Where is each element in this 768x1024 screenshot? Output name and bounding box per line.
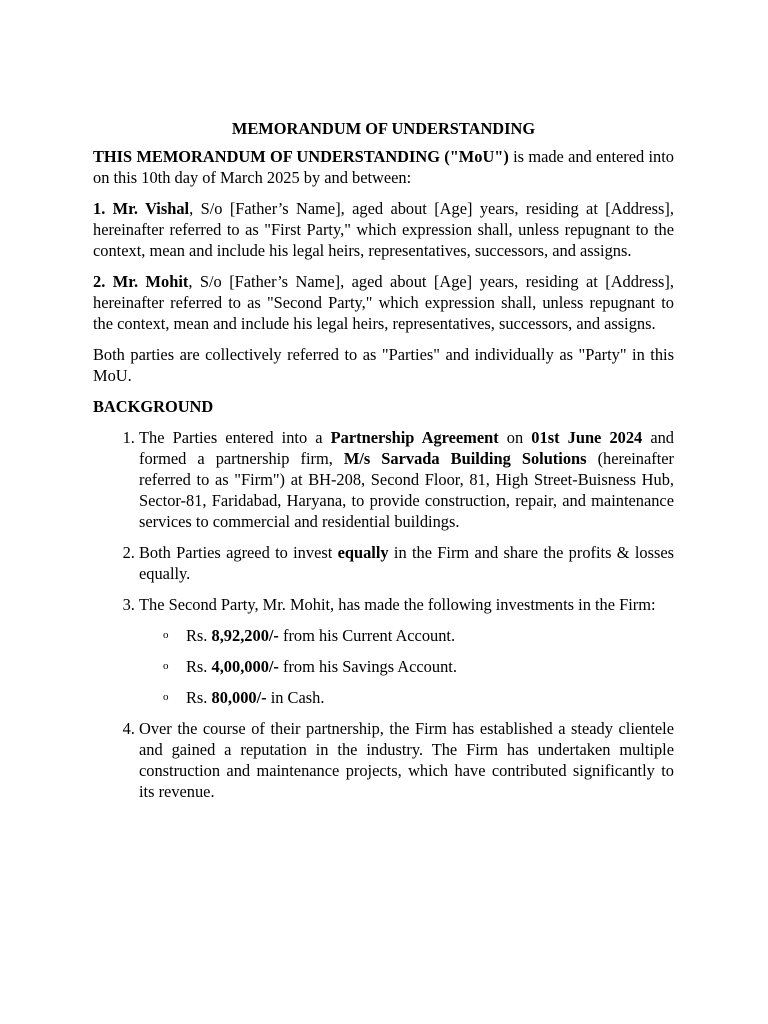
investment-source: in Cash. <box>266 688 325 707</box>
item1-firm-name: M/s Sarvada Building Solutions <box>343 449 587 468</box>
investment-source: from his Current Account. <box>278 626 456 645</box>
item2-equally: equally <box>337 543 389 562</box>
item1-text-b: on <box>498 428 532 447</box>
bullet-icon: o <box>163 629 169 641</box>
second-party-text: , S/o [Father’s Name], aged about [Age] years, residing at [Address], hereinafter referred to as "Second Party," which expression shall, unless repugnant to the context, mean and include his legal heirs, representatives, successors, and assigns. <box>93 272 674 333</box>
intro-paragraph <box>93 146 674 188</box>
investment-prefix: Rs. <box>186 626 212 645</box>
item2-text-a: Both Parties agreed to invest <box>139 543 338 562</box>
background-item-3 <box>139 594 674 708</box>
item1-agreement: Partnership Agreement <box>330 428 499 447</box>
background-list <box>93 427 674 802</box>
investment-amount: 80,000/- <box>211 688 267 707</box>
collective-paragraph: Both parties are collectively referred to as "Parties" and individually as "Party" in this MoU. <box>93 345 674 385</box>
document-title: MEMORANDUM OF UNDERSTANDING <box>231 119 536 138</box>
intro-bold: THIS MEMORANDUM OF UNDERSTANDING ("MoU") <box>93 147 509 166</box>
investment-amount: 8,92,200/- <box>211 626 279 645</box>
item1-text-c: and formed a partnership firm, <box>139 428 675 468</box>
investment-list <box>139 625 674 708</box>
investment-prefix: Rs. <box>186 688 212 707</box>
item1-text-d: (hereinafter referred to as "Firm") at BH-208, Second Floor, 81, High Street-Buisness Hub, Sector-81, Faridabad, Haryana, to provide construction, repair, and maintenance services to commercial and residential buildings. <box>139 449 674 531</box>
first-party-text: , S/o [Father’s Name], aged about [Age] years, residing at [Address], hereinafter referred to as "First Party," which expression shall, unless repugnant to the context, mean and include his legal heirs, representatives, successors, and assigns. <box>93 199 674 260</box>
background-item-1 <box>139 427 674 532</box>
investment-item <box>163 687 674 708</box>
background-heading: BACKGROUND <box>93 397 214 416</box>
item3-text: The Second Party, Mr. Mohit, has made the following investments in the Firm: <box>139 595 656 614</box>
investment-item <box>163 656 674 677</box>
investment-source: from his Savings Account. <box>278 657 457 676</box>
investment-item <box>163 625 674 646</box>
second-party-paragraph <box>93 271 674 334</box>
background-item-2 <box>139 542 674 584</box>
item1-date: 01st June 2024 <box>531 428 643 447</box>
item1-text-a: The Parties entered into a <box>139 428 331 447</box>
investment-prefix: Rs. <box>186 657 212 676</box>
bullet-icon: o <box>163 691 169 703</box>
item2-text-b: in the Firm and share the profits & losses equally. <box>139 543 674 583</box>
first-party-name: 1. Mr. Vishal <box>93 199 190 218</box>
investment-amount: 4,00,000/- <box>211 657 279 676</box>
background-item-4: 4. Over the course of their partnership, the Firm has established a steady clientele and gained a reputation in the industry. The Firm has undertaken multiple construction and maintenance projects, which have contributed significantly to its revenue. <box>139 718 674 802</box>
intro-text: is made and entered into on this 10th day of March 2025 by and between: <box>93 147 674 187</box>
first-party-paragraph <box>93 198 674 261</box>
bullet-icon: o <box>163 660 169 672</box>
second-party-name: 2. Mr. Mohit <box>93 272 189 291</box>
